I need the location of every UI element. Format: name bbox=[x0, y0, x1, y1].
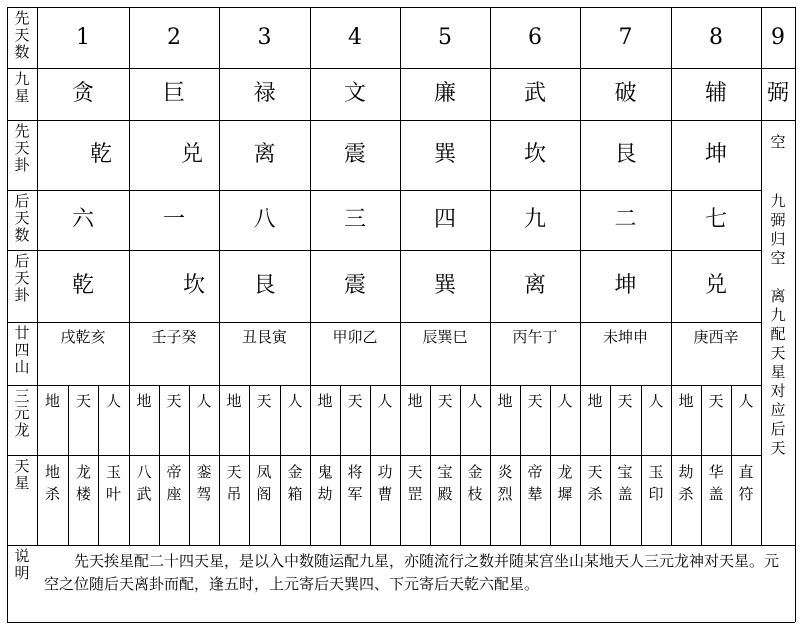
tianxing-char: 炎 bbox=[497, 463, 513, 481]
sanyuan-cell: 地 bbox=[407, 391, 423, 410]
houtian-number-cell: 三 bbox=[343, 207, 366, 232]
side-note-char: 九 bbox=[770, 192, 786, 210]
tianxing-char: 凤 bbox=[256, 463, 272, 481]
sanyuan-cell: 天 bbox=[617, 391, 633, 410]
tianxing-char: 龙 bbox=[75, 463, 91, 481]
houtian-gua-cell: 震 bbox=[343, 273, 366, 298]
number-cell: 1 bbox=[76, 24, 90, 50]
houtian-gua-cell: 兑 bbox=[704, 273, 727, 298]
houtian-number-cell: 四 bbox=[433, 207, 456, 232]
sanyuan-cell: 地 bbox=[226, 391, 242, 410]
row-header-char: 数 bbox=[14, 226, 30, 244]
row-header-char: 山 bbox=[14, 358, 30, 376]
sanyuan-cell: 天 bbox=[166, 391, 182, 410]
nine-star-cell: 贪 bbox=[71, 81, 94, 106]
side-note-char: 弼 bbox=[770, 211, 786, 229]
row-header-char: 天 bbox=[14, 139, 30, 157]
houtian-number-cell: 一 bbox=[162, 207, 185, 232]
row-header-char: 明 bbox=[14, 564, 30, 582]
table-border-right bbox=[795, 7, 796, 622]
tianxing-char: 金 bbox=[287, 463, 303, 481]
row-header bbox=[7, 71, 37, 120]
tianxing-cell bbox=[580, 455, 610, 551]
xiantian-gua-cell: 兑 bbox=[180, 142, 203, 167]
sanyuan-cell: 天 bbox=[75, 391, 91, 410]
row-header bbox=[7, 548, 37, 622]
tianxing-cell bbox=[340, 455, 370, 551]
sanyuan-cell: 人 bbox=[105, 391, 121, 410]
sanyuan-cell: 人 bbox=[738, 391, 754, 410]
number-cell: 5 bbox=[438, 24, 452, 50]
tianxing-char: 鬼 bbox=[317, 463, 333, 481]
row-header bbox=[7, 325, 37, 385]
nine-star-cell: 文 bbox=[343, 81, 366, 106]
sanyuan-cell: 天 bbox=[347, 391, 363, 410]
xiantian-gua-cell: 巽 bbox=[433, 142, 456, 167]
nine-star-cell: 弼 bbox=[766, 81, 789, 106]
houtian-number-cell: 六 bbox=[71, 207, 94, 232]
tianxing-char: 军 bbox=[347, 485, 363, 503]
nine-star-cell: 辅 bbox=[704, 81, 727, 106]
mountain-cell: 甲卯乙 bbox=[332, 327, 378, 346]
side-note-char: 空 bbox=[770, 249, 786, 267]
side-note-char: 对 bbox=[770, 382, 786, 400]
row-header bbox=[7, 123, 37, 190]
tianxing-cell bbox=[490, 455, 520, 551]
side-note bbox=[761, 192, 795, 547]
tianxing-char: 天 bbox=[226, 463, 242, 481]
side-note-char: 应 bbox=[770, 401, 786, 419]
table-border-bottom bbox=[7, 622, 795, 623]
tianxing-char: 墀 bbox=[557, 485, 573, 503]
tianxing-cell bbox=[671, 455, 701, 551]
xiantian-gua-cell: 艮 bbox=[614, 142, 637, 167]
number-cell: 2 bbox=[167, 24, 181, 50]
xiantian-gua-cell: 震 bbox=[343, 142, 366, 167]
tianxing-cell bbox=[370, 455, 400, 551]
row-divider bbox=[7, 322, 761, 323]
tianxing-char: 印 bbox=[648, 485, 664, 503]
tianxing-cell bbox=[550, 455, 580, 551]
houtian-number-cell: 二 bbox=[614, 207, 637, 232]
houtian-gua-cell: 艮 bbox=[253, 273, 276, 298]
tianxing-char: 枝 bbox=[467, 485, 483, 503]
number-cell: 9 bbox=[771, 24, 785, 50]
sanyuan-cell: 地 bbox=[136, 391, 152, 410]
tianxing-cell bbox=[280, 455, 310, 551]
sanyuan-cell: 人 bbox=[648, 391, 664, 410]
tianxing-char: 将 bbox=[347, 463, 363, 481]
row-header-char: 先 bbox=[14, 9, 30, 27]
tianxing-char: 辇 bbox=[527, 485, 543, 503]
tianxing-char: 天 bbox=[587, 463, 603, 481]
sanyuan-cell: 天 bbox=[437, 391, 453, 410]
tianxing-char: 罡 bbox=[407, 485, 423, 503]
xiantian-gua-cell: 坎 bbox=[523, 142, 546, 167]
tianxing-char: 玉 bbox=[648, 463, 664, 481]
side-note-char: 配 bbox=[770, 325, 786, 343]
row-header bbox=[7, 458, 37, 545]
row-header bbox=[7, 253, 37, 322]
row-header-char: 星 bbox=[14, 87, 30, 105]
tianxing-char: 华 bbox=[708, 463, 724, 481]
nine-star-cell: 廉 bbox=[433, 81, 456, 106]
row-header-char: 卦 bbox=[14, 156, 30, 174]
houtian-number-cell: 八 bbox=[253, 207, 276, 232]
tianxing-cell bbox=[159, 455, 189, 551]
tianxing-char: 直 bbox=[738, 463, 754, 481]
tianxing-char: 武 bbox=[136, 485, 152, 503]
xiantian-gua-cell: 空 bbox=[770, 132, 786, 151]
tianxing-char: 地 bbox=[44, 463, 60, 481]
nine-star-cell: 武 bbox=[523, 81, 546, 106]
side-note-char: 星 bbox=[770, 363, 786, 381]
sanyuan-cell: 人 bbox=[196, 391, 212, 410]
sanyuan-cell: 地 bbox=[497, 391, 513, 410]
tianxing-char: 箱 bbox=[287, 485, 303, 503]
row-header-char: 数 bbox=[14, 43, 30, 61]
houtian-gua-cell: 坤 bbox=[614, 273, 637, 298]
explanation-text: 先天挨星配二十四天星，是以入中数随运配九星，亦随流行之数并随某宫坐山某地天人三元龙神对天星。元空之位随后天离卦而配，逢五时，上元寄后天巽四、下元寄后天乾六配星。 bbox=[44, 552, 780, 593]
sanyuan-cell: 地 bbox=[44, 391, 60, 410]
number-cell: 7 bbox=[618, 24, 633, 50]
tianxing-cell bbox=[98, 455, 129, 551]
row-header-char: 天 bbox=[14, 457, 30, 475]
sanyuan-cell: 天 bbox=[527, 391, 543, 410]
houtian-number-cell: 七 bbox=[704, 207, 727, 232]
row-header bbox=[7, 10, 37, 68]
tianxing-cell bbox=[701, 455, 731, 551]
houtian-gua-cell: 乾 bbox=[71, 273, 94, 298]
row-header bbox=[7, 388, 37, 455]
tianxing-char: 金 bbox=[467, 463, 483, 481]
number-cell: 8 bbox=[709, 24, 723, 50]
row-header-char: 说 bbox=[14, 547, 30, 565]
side-note-char: 天 bbox=[770, 344, 786, 362]
tianxing-char: 帝 bbox=[166, 463, 182, 481]
tianxing-char: 阁 bbox=[256, 485, 272, 503]
tianxing-char: 盖 bbox=[617, 485, 633, 503]
xiantian-gua-cell: 坤 bbox=[704, 142, 727, 167]
sanyuan-cell: 人 bbox=[467, 391, 483, 410]
tianxing-char: 杀 bbox=[587, 485, 603, 503]
row-header-char: 九 bbox=[14, 70, 30, 88]
tianxing-char: 杀 bbox=[678, 485, 694, 503]
mountain-cell: 辰巽巳 bbox=[422, 327, 468, 346]
tianxing-char: 銮 bbox=[196, 463, 212, 481]
tianxing-cell bbox=[68, 455, 99, 551]
side-note-char: 归 bbox=[770, 230, 786, 248]
tianxing-cell bbox=[610, 455, 640, 551]
number-cell: 3 bbox=[257, 24, 272, 50]
row-header-char: 后 bbox=[14, 252, 30, 270]
houtian-gua-cell: 离 bbox=[523, 273, 546, 298]
number-cell: 6 bbox=[528, 24, 542, 50]
nine-star-cell: 禄 bbox=[253, 81, 276, 106]
row-header-char: 卦 bbox=[14, 286, 30, 304]
tianxing-char: 楼 bbox=[75, 485, 91, 503]
row-header-char: 先 bbox=[14, 122, 30, 140]
tianxing-cell bbox=[310, 455, 340, 551]
mountain-cell: 庚西辛 bbox=[693, 327, 739, 346]
houtian-gua-cell: 坎 bbox=[182, 273, 205, 298]
mountain-cell: 丙午丁 bbox=[512, 327, 558, 346]
tianxing-char: 烈 bbox=[497, 485, 513, 503]
mountain-cell: 丑艮寅 bbox=[241, 327, 287, 346]
mountain-cell: 未坤申 bbox=[602, 327, 648, 346]
sanyuan-cell: 天 bbox=[708, 391, 724, 410]
tianxing-char: 龙 bbox=[557, 463, 573, 481]
nine-star-cell: 破 bbox=[614, 81, 637, 106]
tianxing-char: 符 bbox=[738, 485, 754, 503]
tianxing-char: 劫 bbox=[317, 485, 333, 503]
sanyuan-cell: 地 bbox=[317, 391, 333, 410]
houtian-number-cell: 九 bbox=[523, 207, 546, 232]
tianxing-cell bbox=[641, 455, 671, 551]
row-header-char: 四 bbox=[14, 341, 30, 359]
row-header bbox=[7, 193, 37, 250]
xiantian-gua-cell: 乾 bbox=[89, 142, 112, 167]
tianxing-char: 驾 bbox=[196, 485, 212, 503]
mountain-cell: 壬子癸 bbox=[151, 327, 197, 346]
tianxing-cell bbox=[400, 455, 430, 551]
sanyuan-cell: 地 bbox=[678, 391, 694, 410]
row-header-char: 龙 bbox=[14, 421, 30, 439]
number-cell: 4 bbox=[348, 24, 362, 50]
tianxing-char: 宝 bbox=[437, 463, 453, 481]
tianxing-char: 天 bbox=[407, 463, 423, 481]
tianxing-cell bbox=[731, 455, 761, 551]
side-note-char: 天 bbox=[770, 439, 786, 457]
tianxing-char: 玉 bbox=[105, 463, 121, 481]
row-header-char: 星 bbox=[14, 474, 30, 492]
tianxing-cell bbox=[189, 455, 219, 551]
tianxing-cell bbox=[219, 455, 249, 551]
sanyuan-cell: 天 bbox=[256, 391, 272, 410]
tianxing-char: 功 bbox=[377, 463, 393, 481]
side-note-char: 九 bbox=[770, 306, 786, 324]
tianxing-cell bbox=[460, 455, 490, 551]
tianxing-char: 劫 bbox=[678, 463, 694, 481]
tianxing-char: 八 bbox=[136, 463, 152, 481]
row-header-char: 后 bbox=[14, 192, 30, 210]
tianxing-cell bbox=[249, 455, 279, 551]
houtian-gua-cell: 巽 bbox=[433, 273, 456, 298]
tianxing-cell bbox=[37, 455, 68, 551]
tianxing-char: 殿 bbox=[437, 485, 453, 503]
tianxing-cell bbox=[129, 455, 159, 551]
tianxing-cell bbox=[520, 455, 550, 551]
row-header-char: 三 bbox=[14, 387, 30, 405]
tianxing-char: 曹 bbox=[377, 485, 393, 503]
sanyuan-cell: 人 bbox=[557, 391, 573, 410]
xiantian-gua-cell: 离 bbox=[253, 142, 276, 167]
sanyuan-cell: 地 bbox=[587, 391, 603, 410]
tianxing-char: 吊 bbox=[226, 485, 242, 503]
tianxing-char: 座 bbox=[166, 485, 182, 503]
row-header-char: 元 bbox=[14, 404, 30, 422]
tianxing-char: 叶 bbox=[105, 485, 121, 503]
row-header-char: 廿 bbox=[14, 324, 30, 342]
sanyuan-cell: 人 bbox=[377, 391, 393, 410]
row-header-char: 天 bbox=[14, 209, 30, 227]
nine-star-cell: 巨 bbox=[162, 81, 185, 106]
row-header-char: 天 bbox=[14, 269, 30, 287]
row-header-char: 天 bbox=[14, 26, 30, 44]
side-note-char: 后 bbox=[770, 420, 786, 438]
tianxing-char: 宝 bbox=[617, 463, 633, 481]
tianxing-char: 帝 bbox=[527, 463, 543, 481]
sanyuan-cell: 人 bbox=[287, 391, 303, 410]
mountain-cell: 戌乾亥 bbox=[60, 327, 106, 346]
tianxing-char: 杀 bbox=[44, 485, 60, 503]
tianxing-cell bbox=[430, 455, 460, 551]
tianxing-char: 盖 bbox=[708, 485, 724, 503]
side-note-char: 离 bbox=[770, 287, 786, 305]
